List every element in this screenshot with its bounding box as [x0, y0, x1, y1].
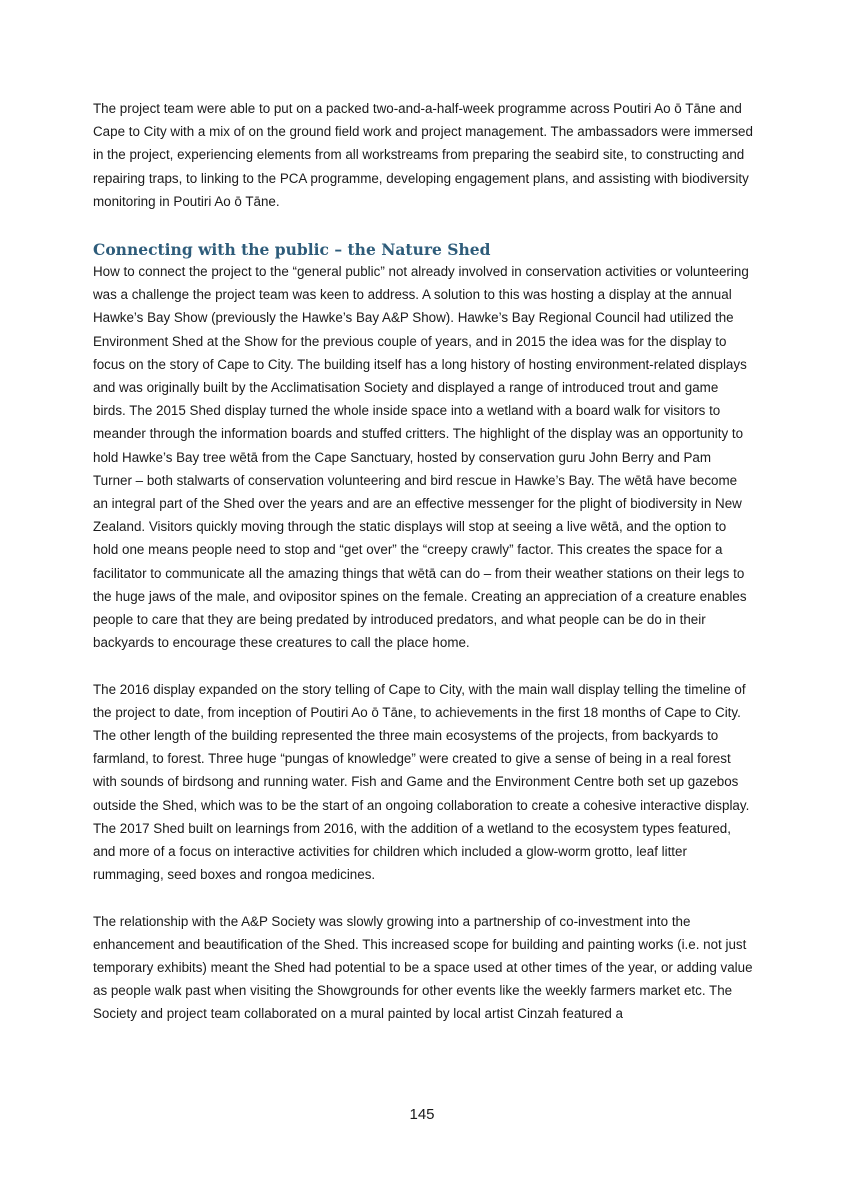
- section-heading: Connecting with the public – the Nature Shed: [93, 240, 491, 260]
- page-number: 145: [409, 1106, 435, 1123]
- body-text: [93, 97, 753, 1026]
- paragraph-nature-shed-1: How to connect the project to the “general public” not already involved in conservation activities or volunteering was a challenge the project team was keen to address. A solution to this was hosting a display at the annual Hawke’s Bay Show (previously the Hawke’s Bay A&P Show). Hawke’s Bay Regional Council had utilized the Environment Shed at the Show for the previous couple of years, and in 2015 the idea was for the display to focus on the story of Cape to City. The building itself has a long history of hosting environment-related displays and was originally built by the Acclimatisation Society and displayed a range of introduced trout and game birds. The 2015 Shed display turned the whole inside space into a wetland with a board walk for visitors to meander through the information boards and stuffed critters. The highlight of the display was an opportunity to hold Hawke’s Bay tree wētā from the Cape Sanctuary, hosted by conservation guru John Berry and Pam Turner – both stalwarts of conservation volunteering and bird rescue in Hawke’s Bay. The wētā have become an integral part of the Shed over the years and are an effective messenger for the plight of biodiversity in New Zealand. Visitors quickly moving through the static displays will stop at seeing a live wētā, and the option to hold one means people need to stop and “get over” the “creepy crawly” factor. This creates the space for a facilitator to communicate all the amazing things that wētā can do – from their weather stations on their legs to the huge jaws of the male, and ovipositor spines on the female. Creating an appreciation of a creature enables people to care that they are being predated by introduced predators, and what people can be do in their backyards to encourage these creatures to call the place home.: [93, 264, 749, 651]
- paragraph-nature-shed-3: The relationship with the A&P Society was slowly growing into a partnership of co-investment into the enhancement and beautification of the Shed. This increased scope for building and painting works (i.e. not just temporary exhibits) meant the Shed had potential to be a space used at other times of the year, or adding value as people walk past when visiting the Showgrounds for other events like the weekly farmers market etc. The Society and project team collaborated on a mural painted by local artist Cinzah featured a: [93, 913, 753, 1022]
- paragraph-intro: The project team were able to put on a packed two-and-a-half-week programme across Poutiri Ao ō Tāne and Cape to City with a mix of on the ground field work and project management. The ambassadors were immersed in the project, experiencing elements from all workstreams from preparing the seabird site, to constructing and repairing traps, to linking to the PCA programme, developing engagement plans, and assisting with biodiversity monitoring in Poutiri Ao ō Tāne.: [93, 101, 753, 209]
- paragraph-nature-shed-2: The 2016 display expanded on the story telling of Cape to City, with the main wall display telling the timeline of the project to date, from inception of Poutiri Ao ō Tāne, to achievements in the first 18 months of Cape to City. The other length of the building represented the three main ecosystems of the projects, from backyards to farmland, to forest. Three huge “pungas of knowledge” were created to give a sense of being in a real forest with sounds of birdsong and running water. Fish and Game and the Environment Centre both set up gazebos outside the Shed, which was to be the start of an ongoing collaboration to create a cohesive interactive display. The 2017 Shed built on learnings from 2016, with the addition of a wetland to the ecosystem types featured, and more of a focus on interactive activities for children which included a glow-worm grotto, leaf litter rummaging, seed boxes and rongoa medicines.: [93, 681, 750, 883]
